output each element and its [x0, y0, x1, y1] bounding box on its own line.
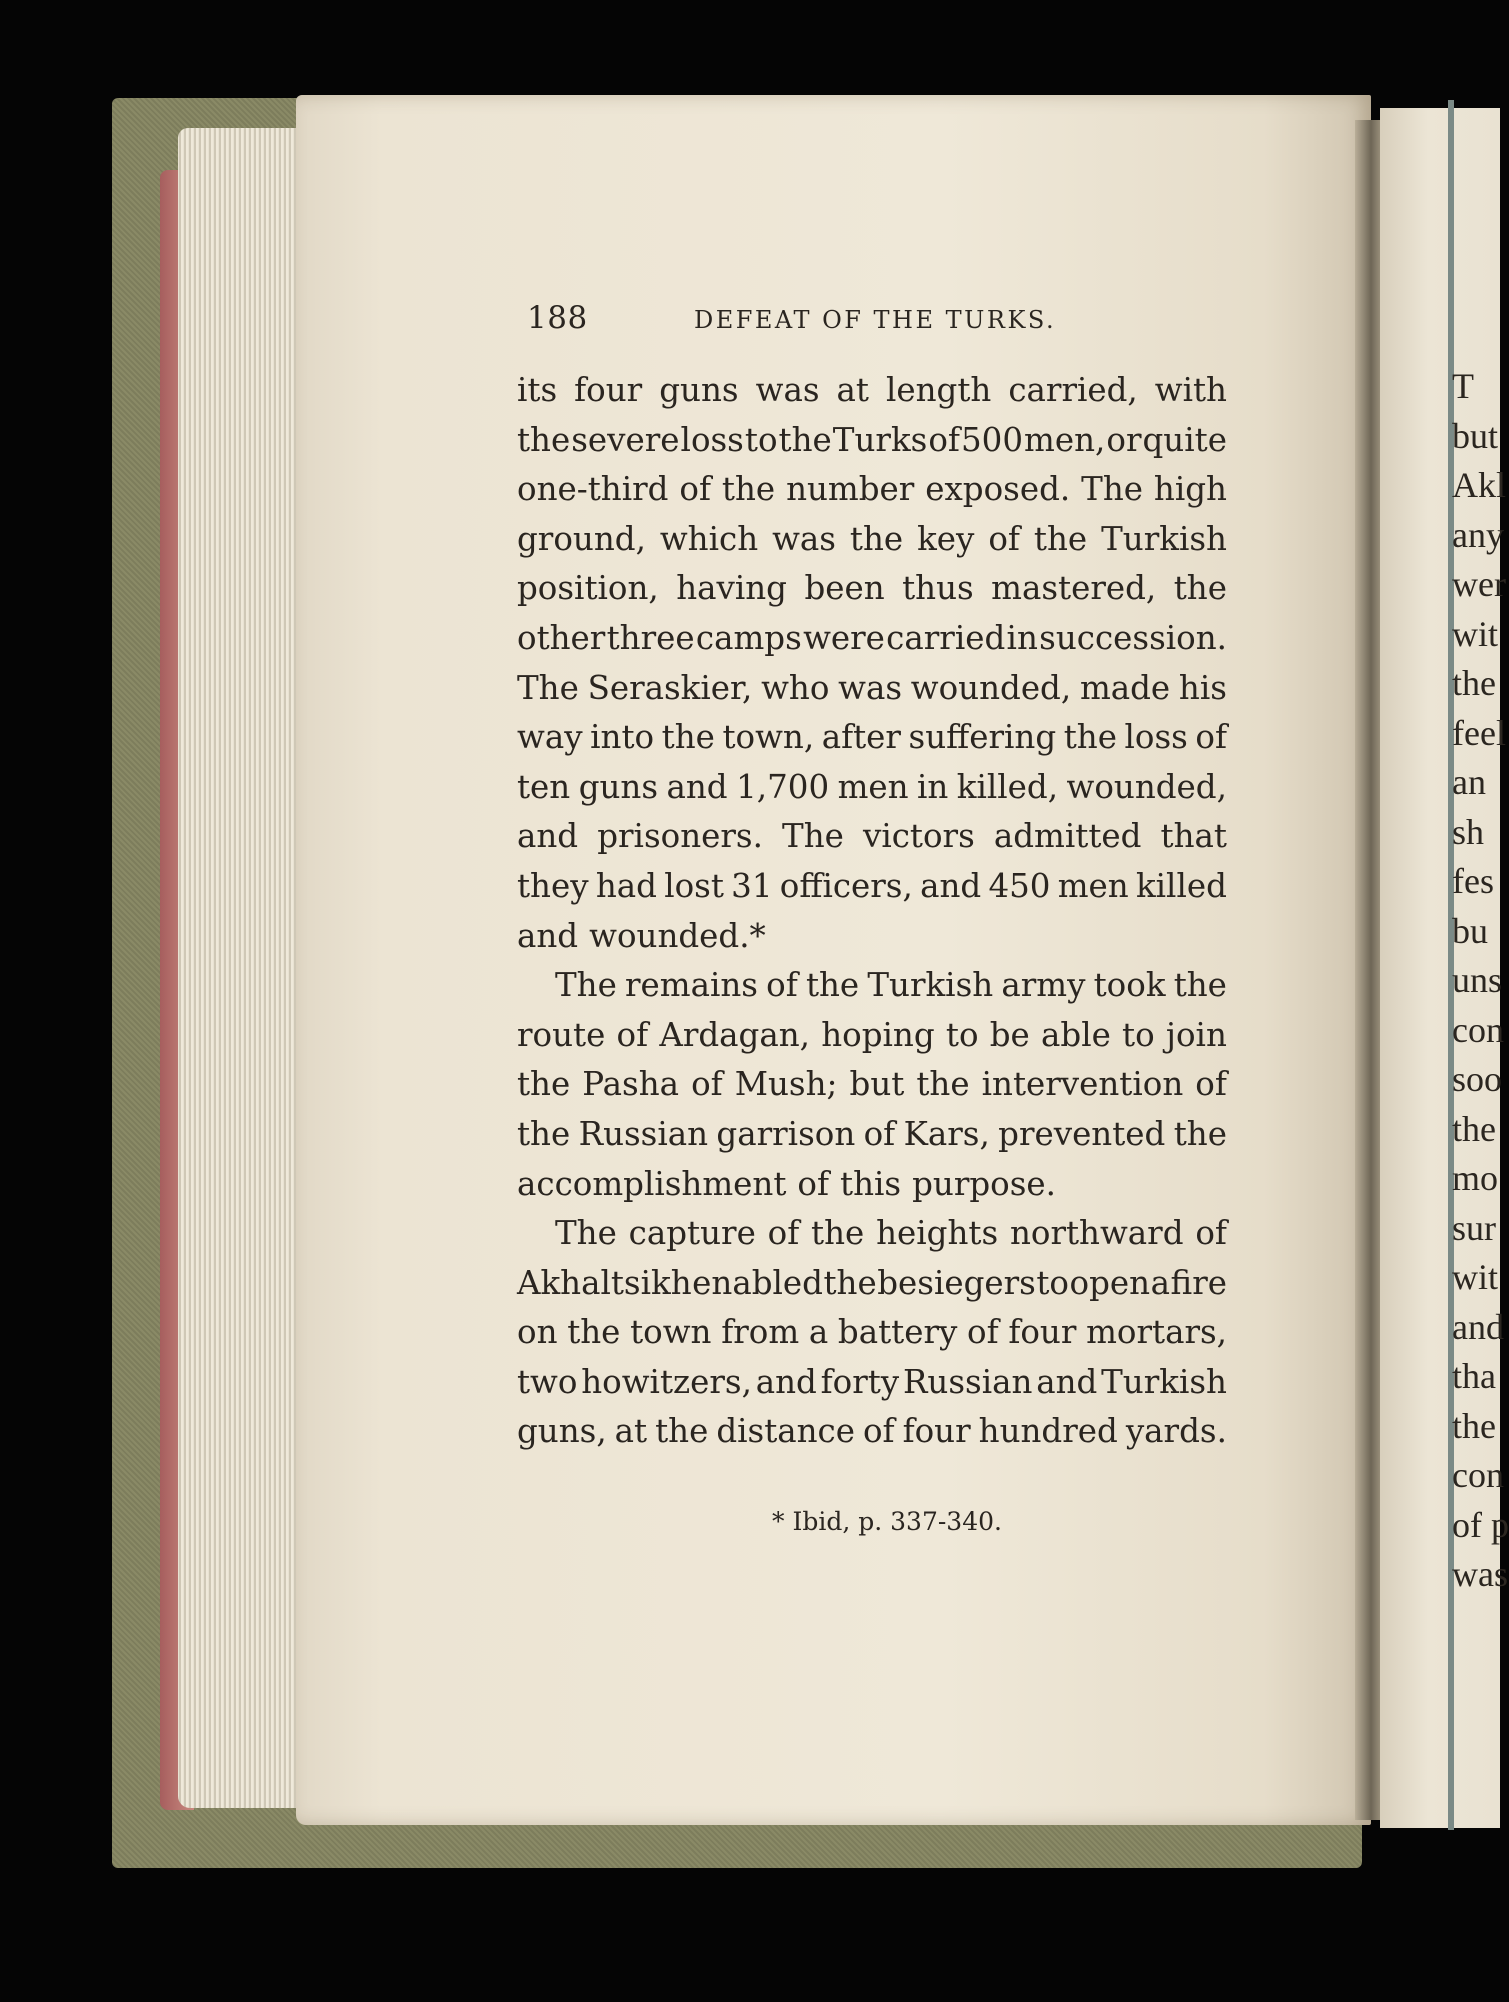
word: Seraskier, — [587, 668, 753, 707]
word: open — [1069, 1263, 1151, 1302]
word: The — [517, 668, 579, 707]
word: number — [786, 470, 915, 509]
word: suffering — [908, 718, 1057, 757]
word: having — [676, 569, 787, 608]
word: severe — [571, 420, 680, 459]
word: of — [797, 1164, 830, 1203]
word: on — [517, 1313, 558, 1352]
footnote: * Ibid, p. 337-340. — [772, 1507, 1002, 1537]
word: Turkish — [867, 966, 994, 1005]
word: killed, — [956, 767, 1059, 806]
word: was — [755, 371, 820, 409]
word: and — [1036, 1362, 1098, 1401]
word: carried, — [1008, 371, 1138, 409]
word: distance — [716, 1412, 855, 1451]
word: thus — [902, 569, 974, 608]
word: position, — [517, 569, 659, 608]
word: the — [1173, 1114, 1227, 1153]
word: garrison — [716, 1114, 856, 1153]
word: a — [1150, 1263, 1171, 1302]
word: Ardagan, — [659, 1015, 811, 1054]
page-content — [517, 296, 1227, 1536]
word: prisoners. — [597, 817, 763, 856]
word: in — [1006, 618, 1038, 657]
word: remains — [625, 966, 758, 1005]
word: of — [691, 1065, 723, 1104]
word: were — [803, 618, 885, 657]
word: the — [1033, 519, 1088, 558]
word: town, — [722, 718, 815, 757]
page-header — [517, 296, 1227, 346]
word: of — [863, 1114, 896, 1153]
word: the — [1173, 569, 1227, 608]
word: of — [616, 1015, 649, 1054]
word: of — [679, 470, 711, 509]
word: purpose. — [912, 1164, 1056, 1203]
word: to — [1036, 1263, 1070, 1302]
word: of — [1195, 1214, 1227, 1253]
text-line — [517, 961, 1227, 1011]
word: guns — [578, 767, 659, 806]
word: prevented — [998, 1114, 1166, 1153]
word: the — [721, 470, 776, 509]
word: mortars, — [1086, 1313, 1227, 1352]
word: and — [517, 817, 579, 856]
word: be — [989, 1015, 1030, 1054]
word: one-third — [517, 470, 669, 509]
text-line — [517, 763, 1227, 813]
word: 500 — [960, 420, 1024, 459]
word: northward — [1009, 1214, 1184, 1253]
word: guns, — [517, 1412, 607, 1451]
word: The — [555, 1214, 617, 1253]
right-page-fragment: Akl — [1452, 465, 1506, 505]
word: the — [916, 1065, 970, 1104]
word: officers, — [779, 866, 913, 905]
word: 450 — [988, 866, 1051, 905]
word: four — [902, 1412, 971, 1451]
word: exposed. — [925, 470, 1071, 509]
word: heights — [876, 1214, 999, 1253]
word: The — [1081, 470, 1143, 509]
word: of — [988, 519, 1020, 558]
right-page-fragment: of p — [1452, 1504, 1509, 1545]
word: they — [517, 866, 589, 905]
word: who — [761, 668, 830, 707]
word: howitzers, — [581, 1362, 752, 1401]
text-line — [517, 1358, 1227, 1408]
right-page-fragment: but — [1452, 415, 1499, 456]
word: guns — [659, 371, 739, 409]
text-line — [517, 515, 1227, 565]
word: key — [917, 519, 975, 558]
running-head: DEFEAT OF THE TURKS. — [694, 306, 1057, 334]
word: with — [1154, 371, 1227, 409]
text-line — [517, 1060, 1227, 1110]
word: hoping — [821, 1015, 935, 1054]
word: yards. — [1125, 1412, 1227, 1451]
word: Mush; — [734, 1065, 838, 1104]
word: ground, — [517, 519, 646, 558]
word: which — [659, 519, 759, 558]
word: and — [666, 767, 728, 806]
word: the — [805, 966, 860, 1005]
text-line — [517, 1308, 1227, 1358]
word: carried — [886, 618, 1006, 657]
word: was — [772, 519, 836, 558]
text-line — [517, 664, 1227, 714]
word: of — [862, 1412, 895, 1451]
text-line — [517, 416, 1227, 466]
word: intervention — [981, 1065, 1184, 1104]
word: killed — [1135, 866, 1227, 905]
right-page-fragment: the — [1452, 1405, 1496, 1446]
word: 31 — [731, 866, 773, 905]
word: the — [823, 1263, 877, 1302]
word: to — [1122, 1015, 1155, 1054]
text-line — [517, 465, 1227, 515]
word: was — [838, 668, 903, 707]
word: admitted — [993, 817, 1142, 856]
word: fire — [1170, 1263, 1227, 1302]
word: victors — [862, 817, 975, 856]
word: a — [808, 1313, 829, 1352]
word: to — [744, 420, 778, 459]
word: made — [1079, 668, 1171, 707]
word: into — [590, 718, 655, 757]
text-line — [517, 1110, 1227, 1160]
word: the — [849, 519, 904, 558]
word: the — [517, 420, 571, 459]
word: lost — [664, 866, 724, 905]
word: route — [517, 1015, 606, 1054]
word: the — [1063, 718, 1117, 757]
word: capture — [628, 1214, 756, 1253]
word: army — [1001, 966, 1086, 1005]
word: The — [782, 817, 844, 856]
right-page-fragment: wit — [1452, 613, 1499, 654]
word: Turkish — [1101, 1362, 1227, 1401]
right-page-fragment: sh — [1452, 811, 1485, 852]
word: at — [836, 371, 869, 409]
right-page-fragment: con — [1452, 1455, 1504, 1495]
word: camps — [695, 618, 802, 657]
text-line — [517, 912, 1227, 962]
word: four — [1008, 1313, 1077, 1352]
word: the — [517, 1065, 571, 1104]
word: town — [630, 1313, 712, 1352]
word: join — [1165, 1015, 1227, 1054]
word: men — [837, 767, 909, 806]
word: Akhaltsikh — [517, 1263, 692, 1302]
word: from — [721, 1313, 800, 1352]
word: of — [767, 1214, 800, 1253]
text-line — [517, 366, 1227, 416]
right-page-fragment: an — [1452, 762, 1486, 802]
word: enabled — [692, 1263, 823, 1302]
word: the — [567, 1313, 621, 1352]
word: took — [1093, 966, 1166, 1005]
right-page-fragment: feel — [1452, 712, 1506, 753]
word: three — [606, 618, 695, 657]
word: four — [574, 371, 643, 409]
word: had — [595, 866, 657, 905]
word: the — [1173, 966, 1227, 1005]
word: the — [655, 1412, 709, 1451]
word: of — [1195, 1065, 1227, 1104]
right-page-fragment: was — [1452, 1554, 1508, 1594]
word: to — [945, 1015, 979, 1054]
word: its — [517, 371, 558, 409]
word: men, — [1024, 420, 1106, 459]
word: of — [967, 1313, 999, 1352]
word: other — [517, 618, 606, 657]
right-page-fragment: wit — [1452, 1257, 1499, 1297]
word: this — [840, 1164, 902, 1203]
right-page-fragment: the — [1452, 663, 1496, 703]
word: and — [755, 1362, 817, 1401]
word: or — [1106, 420, 1142, 459]
right-page-fragment: the — [1452, 1108, 1496, 1149]
word: mastered, — [991, 569, 1157, 608]
word: loss — [1124, 718, 1188, 757]
word: able — [1041, 1015, 1111, 1054]
word: battery — [837, 1313, 958, 1352]
word: way — [517, 718, 583, 757]
page-number: 188 — [527, 300, 588, 336]
right-page-fragment: soo — [1452, 1059, 1503, 1099]
word: Turkish — [1101, 519, 1227, 558]
word: hundred — [978, 1412, 1118, 1451]
word: of — [928, 420, 960, 459]
word: Kars, — [903, 1114, 990, 1153]
word: been — [804, 569, 885, 608]
text-line — [517, 1160, 1227, 1210]
word: loss — [680, 420, 744, 459]
right-page-fragment: mo — [1452, 1158, 1499, 1198]
word: ten — [517, 767, 571, 806]
right-page-fragment: fes — [1452, 861, 1494, 901]
word: wounded.* — [589, 916, 766, 955]
right-page-fragment: uns — [1452, 960, 1503, 1000]
right-page-fragment: sur — [1452, 1207, 1496, 1248]
right-page-fragment: T — [1452, 366, 1474, 406]
word: succession. — [1039, 618, 1227, 657]
word: at — [614, 1412, 648, 1451]
right-page-text-fragments — [1452, 362, 1509, 2002]
right-page-fragment: bu — [1452, 910, 1488, 951]
word: quite — [1142, 420, 1227, 459]
word: wounded, — [910, 668, 1072, 707]
right-page-fragment: wer — [1452, 564, 1506, 604]
text-line — [517, 564, 1227, 614]
word: Russian — [578, 1114, 709, 1153]
word: high — [1153, 470, 1227, 509]
text-line — [517, 1011, 1227, 1061]
text-line — [517, 1209, 1227, 1259]
text-line — [517, 862, 1227, 912]
word: men — [1057, 866, 1129, 905]
word: the — [811, 1214, 865, 1253]
word: two — [517, 1362, 578, 1401]
word: The — [555, 966, 617, 1005]
word: and — [920, 866, 982, 905]
right-page-fragment: any — [1452, 514, 1504, 555]
word: of — [766, 966, 798, 1005]
right-page-fragment: tha — [1452, 1356, 1496, 1396]
right-page-fragment: and — [1452, 1306, 1504, 1347]
word: that — [1160, 817, 1227, 856]
text-line — [517, 1407, 1227, 1457]
word: Turks — [832, 420, 928, 459]
word: the — [517, 1114, 571, 1153]
word: the — [778, 420, 832, 459]
word: accomplishment — [517, 1164, 787, 1203]
word: his — [1178, 668, 1227, 707]
text-line — [517, 1259, 1227, 1309]
right-page-fragment: con — [1452, 1009, 1504, 1050]
word: and — [517, 916, 579, 955]
body-text — [517, 366, 1227, 1457]
word: of — [1195, 718, 1227, 757]
word: wounded, — [1066, 767, 1227, 806]
word: in — [917, 767, 949, 806]
word: besiegers — [877, 1263, 1036, 1302]
text-line — [517, 614, 1227, 664]
text-line — [517, 713, 1227, 763]
word: Pasha — [582, 1065, 680, 1104]
word: Russian — [902, 1362, 1033, 1401]
word: length — [885, 371, 992, 409]
word: but — [849, 1065, 905, 1104]
word: 1,700 — [736, 767, 830, 806]
word: forty — [820, 1362, 900, 1401]
text-line — [517, 812, 1227, 862]
word: the — [661, 718, 715, 757]
word: after — [821, 718, 901, 757]
